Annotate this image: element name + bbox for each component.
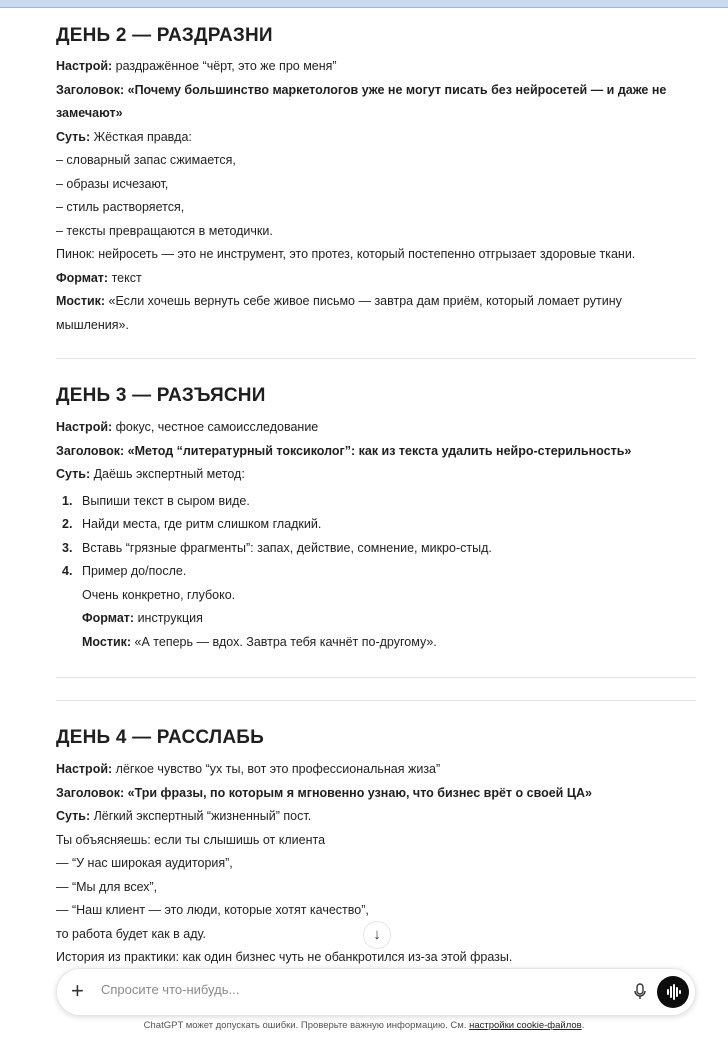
label: Настрой: — [56, 762, 113, 776]
message-composer — [56, 968, 696, 1016]
item-number: 1. — [62, 493, 73, 508]
label: Заголовок: — [56, 82, 125, 97]
label: Настрой: — [56, 420, 113, 434]
label: Заголовок: — [56, 785, 125, 800]
arrow-down-icon: ↓ — [373, 926, 381, 943]
list-item — [56, 490, 696, 514]
waveform-icon — [657, 976, 689, 1008]
value: раздражённое “чёрт, это же про меня” — [112, 59, 337, 73]
value: Даёшь экспертный метод: — [90, 467, 245, 481]
value: лёгкое чувство “ух ты, вот это профессиональная жиза” — [112, 762, 441, 776]
item-number: 3. — [62, 540, 73, 555]
value: «Три фразы, по которым я мгновенно узнаю, что бизнес врёт о своей ЦА» — [124, 785, 592, 800]
label: Заголовок: — [56, 443, 125, 458]
headline-line — [56, 782, 696, 806]
item-text: Найди места, где ритм слишком гладкий. — [82, 517, 322, 531]
format-line — [56, 267, 696, 291]
label: Суть: — [56, 809, 91, 823]
list-item — [56, 537, 696, 561]
item-text: Выпиши текст в сыром виде. — [82, 493, 250, 508]
format-line — [56, 607, 696, 631]
divider — [56, 677, 696, 678]
essence-line — [56, 805, 696, 829]
day2-section — [56, 23, 696, 337]
label: Мостик: — [82, 634, 132, 649]
scroll-down-button[interactable] — [363, 921, 391, 949]
voice-mode-button[interactable] — [657, 976, 689, 1008]
text-line: — “У нас широкая аудитория”, — [56, 856, 233, 870]
value: текст — [108, 270, 142, 285]
day3-title: ДЕНЬ 3 — РАЗЪЯСНИ — [56, 385, 266, 406]
disclaimer-end: . — [581, 1020, 585, 1031]
essence-line — [56, 463, 696, 487]
mood-line — [56, 55, 696, 79]
plus-icon[interactable]: + — [71, 978, 84, 1003]
point: – тексты превращаются в методички. — [56, 223, 273, 238]
day3-section — [56, 383, 696, 654]
value: Лёгкий экспертный “жизненный” пост. — [90, 809, 312, 823]
text-line: Ты объясняешь: если ты слышишь от клиента — [56, 832, 326, 847]
day2-title: ДЕНЬ 2 — РАЗДРАЗНИ — [56, 25, 273, 46]
value: «Почему большинство маркетологов уже не могут писать без нейросетей — и даже не — [124, 82, 667, 97]
point: – образы исчезают, — [56, 176, 169, 191]
value: фокус, честное самоисследование — [112, 420, 319, 434]
day4-title: ДЕНЬ 4 — РАССЛАБЬ — [56, 727, 264, 748]
microphone-icon[interactable] — [633, 983, 647, 1001]
value: замечают» — [56, 106, 123, 120]
value: Жёсткая правда: — [90, 129, 192, 144]
cookie-settings-link[interactable]: настройки cookie-файлов — [469, 1020, 582, 1031]
label: Мостик: — [56, 294, 106, 308]
value: «А теперь — вдох. Завтра тебя качнёт по-другому». — [131, 634, 437, 649]
disclaimer-text: ChatGPT может допускать ошибки. Проверьте важную информацию. См. — [143, 1020, 470, 1031]
label: Формат: — [56, 270, 109, 285]
headline-line-cont — [56, 102, 696, 126]
mood-line — [56, 416, 696, 440]
bridge-line-cont: мышления». — [56, 317, 129, 332]
divider — [56, 700, 696, 701]
mood-line — [56, 758, 696, 782]
value: инструкция — [134, 611, 203, 625]
headline-line — [56, 440, 696, 464]
point: – словарный запас сжимается, — [56, 153, 236, 167]
label: Суть: — [56, 129, 91, 144]
value: «Метод “литературный токсиколог”: как из текста удалить нейро-стерильность» — [124, 443, 632, 458]
item-number: 4. — [62, 564, 73, 578]
item-text: Вставь “грязные фрагменты”: запах, действие, сомнение, микро-стыд. — [82, 540, 492, 555]
list-item — [56, 560, 696, 584]
label: Настрой: — [56, 59, 113, 73]
value: «Если хочешь вернуть себе живое письмо — завтра дам приём, который ломает рутину — [105, 294, 622, 308]
kick-line: Пинок: нейросеть — это не инструмент, это протез, который постепенно отгрызает здоровые ткани. — [56, 247, 636, 261]
text-line: то работа будет как в аду. — [56, 926, 206, 941]
list-item — [56, 513, 696, 537]
label: Формат: — [82, 611, 135, 625]
bridge-line — [56, 631, 696, 655]
headline-line — [56, 79, 696, 103]
note-line: Очень конкретно, глубоко. — [82, 587, 236, 602]
steps-list — [56, 490, 696, 584]
window-top-bar — [0, 0, 728, 8]
bridge-line — [56, 290, 696, 314]
disclaimer — [0, 1020, 728, 1031]
divider — [56, 358, 696, 359]
item-number: 2. — [62, 517, 73, 531]
message-input[interactable] — [99, 981, 583, 998]
item-text: Пример до/после. — [82, 564, 187, 578]
text-line: — “Мы для всех”, — [56, 879, 158, 894]
label: Суть: — [56, 467, 91, 481]
point: – стиль растворяется, — [56, 200, 185, 214]
essence-line — [56, 126, 696, 150]
text-line: История из практики: как один бизнес чуть не обанкротился из-за этой фразы. — [56, 950, 513, 964]
text-line: — “Наш клиент — это люди, которые хотят качество”, — [56, 903, 369, 917]
